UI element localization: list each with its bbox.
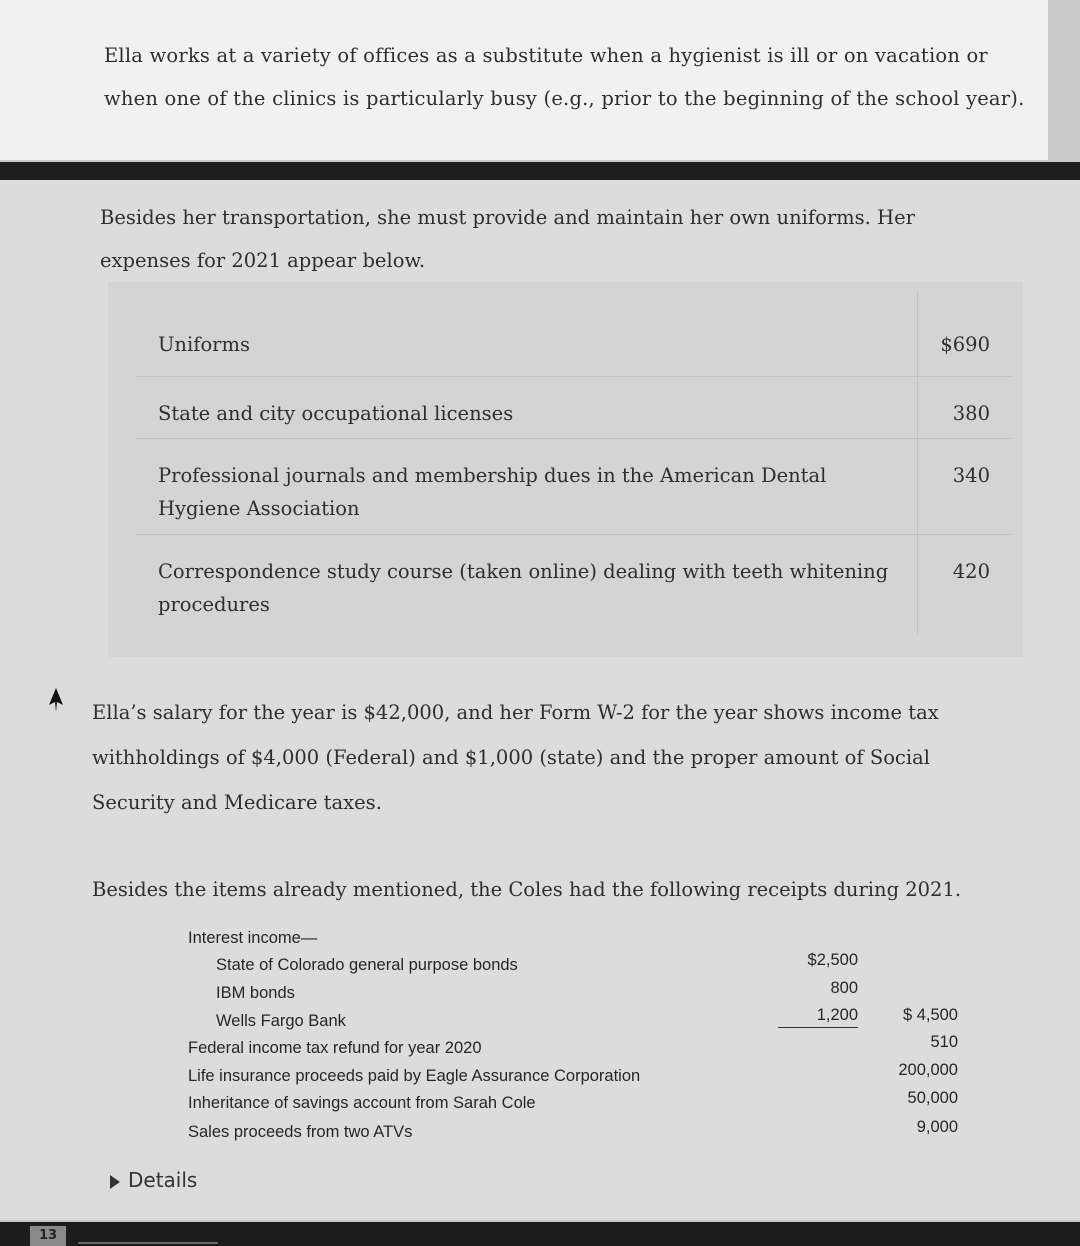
list-item-amount: $2,500	[807, 951, 858, 969]
expense-amount: 420	[918, 534, 1012, 634]
footer-bar	[0, 1222, 1080, 1246]
list-item-label: Sales proceeds from two ATVs	[188, 1123, 413, 1141]
expense-amount: 340	[918, 438, 1012, 534]
triangle-right-icon	[110, 1175, 120, 1189]
expense-label: Correspondence study course (taken online) dealing with teeth whitening procedures	[136, 534, 918, 634]
footer-divider	[78, 1242, 218, 1244]
salary-paragraph: Ella’s salary for the year is $42,000, and her Form W-2 for the year shows income tax withholdings of $4,000 (Federal) and $1,000 (state) and the proper amount of Social Security and Medicare taxes.	[92, 701, 939, 814]
details-label: Details	[128, 1168, 198, 1192]
list-item-label: Federal income tax refund for year 2020	[188, 1039, 482, 1057]
divider-bar	[0, 162, 1080, 180]
expense-label: State and city occupational licenses	[136, 376, 918, 438]
table-row	[136, 534, 1012, 634]
list-item-amount: 9,000	[916, 1118, 958, 1136]
list-item-amount: 800	[830, 979, 858, 997]
list-item-amount: 510	[930, 1033, 958, 1051]
list-item-amount: 1,200	[778, 1003, 858, 1028]
expense-amount: 380	[918, 376, 1012, 438]
details-toggle[interactable]	[110, 1168, 197, 1192]
expenses-table-container	[108, 282, 1023, 657]
list-item-amount: 50,000	[907, 1089, 958, 1107]
expense-amount: $690	[918, 290, 1012, 376]
list-item-label: Wells Fargo Bank	[216, 1012, 346, 1030]
receipts-intro-paragraph: Besides the items already mentioned, the Coles had the following receipts during 2021.	[92, 878, 962, 901]
list-item-label: IBM bonds	[216, 984, 295, 1002]
expenses-intro-paragraph: Besides her transportation, she must provide and maintain her own uniforms. Her expenses for 2021 appear below.	[100, 206, 915, 272]
question-context-panel	[0, 0, 1048, 160]
receipts-list	[188, 926, 978, 1156]
interest-total-amount: $ 4,500	[902, 1006, 958, 1024]
mouse-cursor-icon	[47, 687, 65, 713]
expense-label: Uniforms	[158, 333, 251, 356]
table-row	[136, 290, 1012, 376]
table-row	[136, 376, 1012, 438]
list-item-label: State of Colorado general purpose bonds	[216, 956, 518, 974]
page-number: 13	[30, 1226, 66, 1246]
table-row	[136, 438, 1012, 534]
list-item-label: Inheritance of savings account from Sarah Cole	[188, 1094, 536, 1112]
main-content-panel	[0, 180, 1080, 1220]
expense-label: Professional journals and membership dues in the American Dental Hygiene Association	[136, 438, 918, 534]
expenses-table	[136, 290, 1012, 634]
interest-income-header: Interest income—	[188, 929, 318, 947]
list-item-label: Life insurance proceeds paid by Eagle Assurance Corporation	[188, 1067, 641, 1085]
context-paragraph: Ella works at a variety of offices as a substitute when a hygienist is ill or on vacation or when one of the clinics is particularly busy (e.g., prior to the beginning of the school year).	[104, 44, 1025, 110]
list-item-amount: 200,000	[898, 1061, 958, 1079]
